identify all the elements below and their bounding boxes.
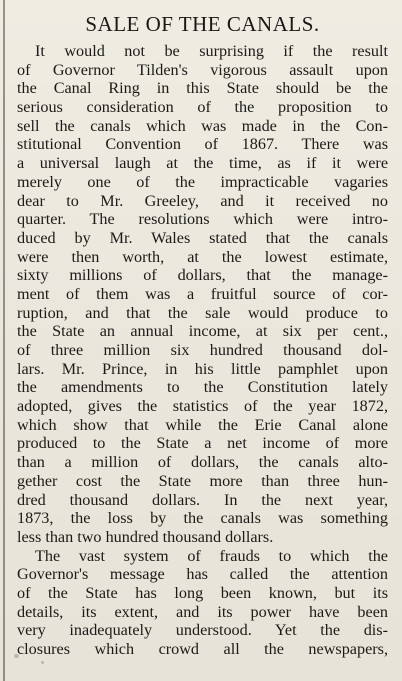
text-line: produced to the State a net income of more bbox=[17, 434, 388, 453]
text-line: Governor's message has called the attention bbox=[17, 565, 388, 584]
text-line: stitutional Convention of 1867. There was bbox=[17, 135, 388, 154]
text-line: were then worth, at the lowest estimate, bbox=[17, 247, 388, 266]
text-line: sell the canals which was made in the Con- bbox=[17, 116, 388, 135]
article-headline: SALE OF THE CANALS. bbox=[85, 12, 320, 36]
text-line: adopted, gives the statistics of the year 1872, bbox=[17, 397, 388, 416]
text-line: 1873, the loss by the canals was something bbox=[17, 509, 388, 528]
text-line: lars. Mr. Prince, in his little pamphlet upon bbox=[17, 359, 388, 378]
paper-speck bbox=[14, 654, 19, 658]
text-line: less than two hundred thousand dollars. bbox=[17, 527, 274, 546]
text-line: the Canal Ring in this State should be the bbox=[17, 79, 388, 98]
text-line: than a million of dollars, the canals alto- bbox=[17, 453, 388, 472]
text-line: dear to Mr. Greeley, and it received no bbox=[17, 191, 388, 210]
text-line: details, its extent, and its power have been bbox=[17, 602, 388, 621]
text-line: of the State has long been known, but its bbox=[17, 583, 388, 602]
text-line: merely one of the impracticable vagaries bbox=[17, 172, 388, 191]
text-line: a universal laugh at the time, as if it were bbox=[17, 154, 388, 173]
text-line: ruption, and that the sale would produce to bbox=[17, 303, 388, 322]
text-line: The vast system of frauds to which the bbox=[35, 546, 388, 565]
paper-speck bbox=[41, 661, 44, 664]
text-line: serious consideration of the proposition to bbox=[17, 98, 388, 117]
text-line: the amendments to the Constitution lately bbox=[17, 378, 388, 397]
article-body bbox=[17, 42, 388, 659]
text-line: very inadequately understood. Yet the dis- bbox=[17, 621, 388, 640]
text-line: of Governor Tilden's vigorous assault upon bbox=[17, 60, 388, 79]
text-line: gether cost the State more than three hun- bbox=[17, 471, 388, 490]
text-line: duced by Mr. Wales stated that the canals bbox=[17, 228, 388, 247]
text-line: of three million six hundred thousand dol- bbox=[17, 341, 388, 359]
column-rule bbox=[3, 0, 5, 681]
text-line: the State an annual income, at six per cent., bbox=[17, 322, 388, 341]
text-line: sixty millions of dollars, that the manage- bbox=[17, 266, 388, 285]
article-column bbox=[17, 4, 388, 659]
text-line: quarter. The resolutions which were intro- bbox=[17, 210, 388, 229]
text-line: dred thousand dollars. In the next year, bbox=[17, 490, 388, 509]
text-line: ment of them was a fruitful source of cor- bbox=[17, 284, 388, 303]
text-line: It would not be surprising if the result bbox=[35, 42, 388, 60]
text-line: closures which crowd all the newspapers, bbox=[17, 640, 388, 658]
text-line: which show that while the Erie Canal alone bbox=[17, 415, 388, 434]
